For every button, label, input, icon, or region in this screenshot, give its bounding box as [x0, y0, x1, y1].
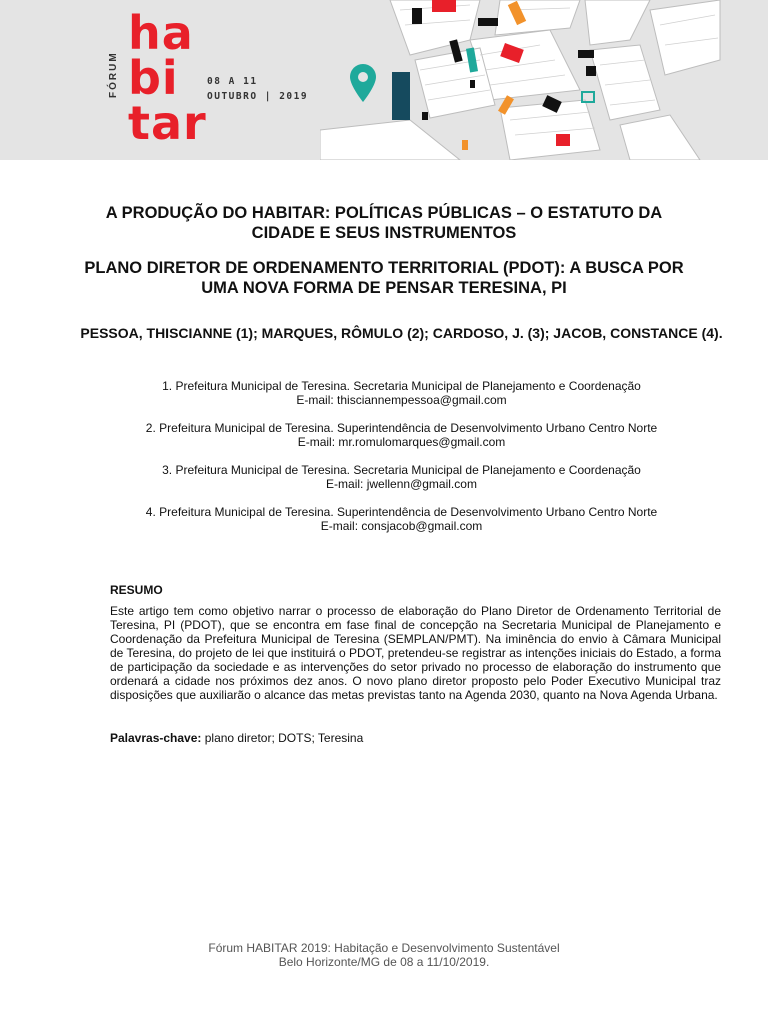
affiliation-email: E-mail: mr.romulomarques@gmail.com [297, 435, 506, 449]
city-map-illustration [320, 0, 768, 160]
event-dates-days: 08 A 11 [207, 76, 258, 87]
affiliation-1 [80, 379, 723, 407]
paper-authors: PESSOA, THISCIANNE (1); MARQUES, RÔMULO (2); CARDOSO, J. (3); JACOB, CONSTANCE (4). [80, 325, 723, 341]
event-dates-month: OUTUBRO | 2019 [207, 91, 309, 102]
keywords-label: Palavras-chave: [110, 731, 202, 745]
logo-line-3: tar [128, 96, 207, 150]
abstract-heading: RESUMO [110, 583, 163, 597]
footer-event-location: Belo Horizonte/MG de 08 a 11/10/2019. [278, 955, 490, 969]
affiliation-institution: 3. Prefeitura Municipal de Teresina. Secretaria Municipal de Planejamento e Coordenação [162, 463, 641, 477]
affiliation-2 [80, 421, 723, 449]
header-banner [0, 0, 768, 160]
affiliation-institution: 1. Prefeitura Municipal de Teresina. Secretaria Municipal de Planejamento e Coordenação [162, 379, 641, 393]
affiliation-institution: 4. Prefeitura Municipal de Teresina. Superintendência de Desenvolvimento Urbano Centro Norte [145, 505, 658, 519]
paper-title: PLANO DIRETOR DE ORDENAMENTO TERRITORIAL (PDOT): A BUSCA POR UMA NOVA FORMA DE PENSAR TERESINA, PI [84, 259, 684, 297]
affiliation-3 [80, 463, 723, 491]
abstract-text: Este artigo tem como objetivo narrar o processo de elaboração do Plano Diretor de Ordenamento Territorial de Teresina, PI (PDOT), que se encontra em fase final de concepção na Secretaria Municipal de Planejamento e Coordenação da Prefeitura Municipal de Teresina (SEMPLAN/PMT). Na iminência do envio à Câmara Municipal de Teresina, do projeto de lei que instituirá o PDOT, pretendeu-se registrar as intenções iniciais do Estado, a forma de participação da sociedade e as intervenções do setor privado no processo de elaboração do instrumento que ordenará a cidade nos próximos dez anos. O novo plano diretor proposto pelo Poder Executivo Municipal traz disposições que auxiliarão o alcance das metas previstas tanto na Agenda 2030, quanto na Nova Agenda Urbana. [110, 604, 721, 702]
logo-line-2: bi [128, 51, 179, 105]
logo-line-1: ha [128, 6, 194, 60]
affiliation-4 [80, 505, 723, 533]
affiliation-email: E-mail: thisciannempessoa@gmail.com [296, 393, 507, 407]
keywords-list: plano diretor; DOTS; Teresina [201, 731, 364, 745]
footer-event-name: Fórum HABITAR 2019: Habitação e Desenvolvimento Sustentável [208, 941, 560, 955]
paper-section-title: A PRODUÇÃO DO HABITAR: POLÍTICAS PÚBLICAS – O ESTATUTO DA CIDADE E SEUS INSTRUMENTOS [105, 204, 663, 242]
logo-forum-text: FÓRUM [108, 51, 119, 98]
affiliation-institution: 2. Prefeitura Municipal de Teresina. Superintendência de Desenvolvimento Urbano Centro Norte [145, 421, 658, 435]
affiliation-email: E-mail: consjacob@gmail.com [320, 519, 483, 533]
affiliation-email: E-mail: jwellenn@gmail.com [326, 477, 477, 491]
keywords [110, 731, 363, 745]
